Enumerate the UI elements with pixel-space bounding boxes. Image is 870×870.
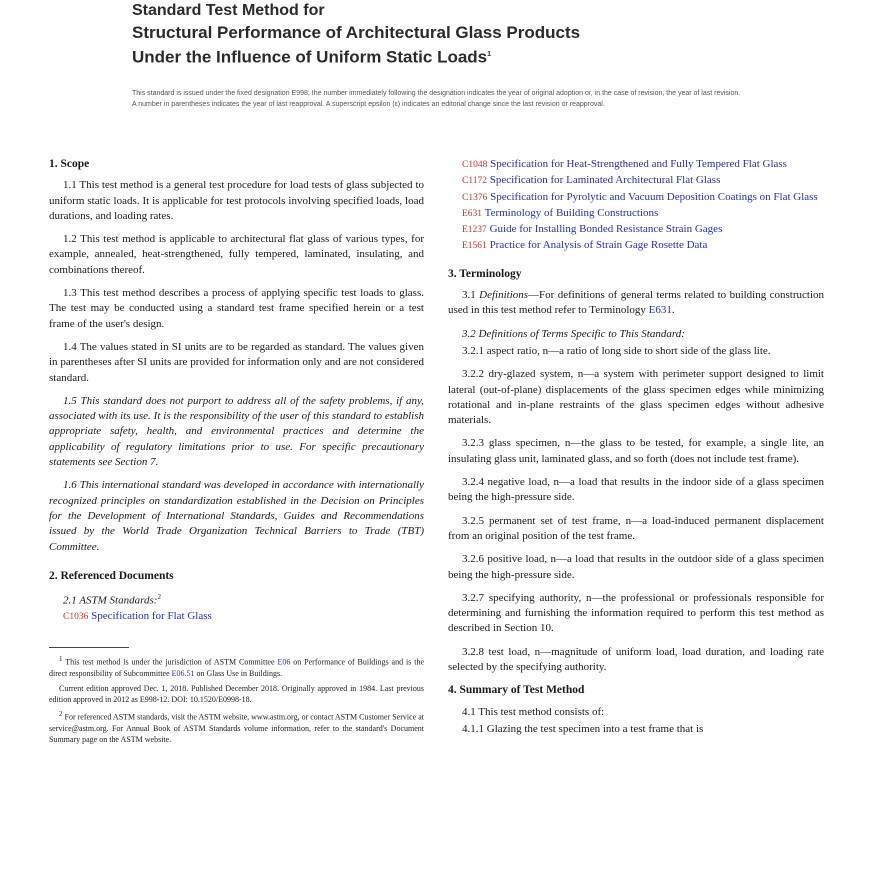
left-column [49, 157, 424, 749]
footnote-2: $^2$ For referenced ASTM standards, visit the ASTM website, www.astm.org, or contact ASTM Customer Service at service@astm.org. For Annual Book of ASTM Standards volume information, refer to the standard's Document Summary page on the ASTM website. [49, 710, 424, 744]
title-footnote-marker[interactable]: 1 [487, 51, 492, 58]
para-3-2-7: 3.2.7 specifying authority, n—the professional or professionals responsible for determining and furnishing the information required to perform this test method as described in Section 10. [448, 591, 824, 635]
para-1-4: 1.4 The values stated in SI units are to be regarded as standard. The values given in parentheses after SI units are provided for information only and are not considered standard. [49, 340, 424, 384]
footnote-divider [49, 647, 129, 648]
para-3-2-2: 3.2.2 dry-glazed system, n—a system with perimeter support designed to limit lateral (out-of-plane) displacements of the glass specimen edges while minimizing rotational and in-plane restraints of the glass specimen edges without adhesive materials. [448, 368, 824, 427]
right-column [448, 157, 824, 745]
para-1-2: 1.2 This test method is applicable to architectural flat glass of various types, for example, annealed, heat-strengthened, fully tempered, laminated, insulating, and combinations thereof. [49, 233, 424, 276]
ref-item-e631[interactable]: E631 Terminology of Building Constructions [462, 206, 659, 219]
ref-item-e1237[interactable]: E1237 Guide for Installing Bonded Resistance Strain Gages [462, 223, 723, 236]
section-heading-terminology: 3. Terminology [448, 267, 522, 280]
section-heading-scope: 1. Scope [49, 158, 90, 170]
ref-item-c1376[interactable]: C1376 Specification for Pyrolytic and Vacuum Deposition Coatings on Flat Glass [462, 190, 818, 203]
para-4-1: 4.1 This test method consists of: [462, 705, 605, 718]
ref-item-c1172[interactable]: C1172 Specification for Laminated Architectural Flat Glass [462, 174, 721, 187]
footnote-committee-link[interactable]: E06 [277, 658, 291, 668]
para-3-2-1: 3.2.1 aspect ratio, n—a ratio of long side to short side of the glass lite. [462, 344, 771, 357]
title-line-1: Standard Test Method for [132, 2, 325, 19]
section-heading-summary: 4. Summary of Test Method [448, 684, 585, 697]
astm-standards-label: 2.1 ASTM Standards:$^2$ [63, 593, 161, 607]
section-heading-referenced-documents: 2. Referenced Documents [49, 569, 174, 582]
para-1-6: 1.6 This international standard was developed in accordance with internationally recognized principles on standardization established in the Decision on Principles for the Development of International Standards, Guides and Recommendations issued by the World Trade Organization Technical Barriers to Trade (TBT) Committee. [49, 479, 424, 553]
ref-item-c1048[interactable]: C1048 Specification for Heat-Strengthened and Fully Tempered Flat Glass [462, 158, 787, 170]
designation-notice: This standard is issued under the fixed designation E998; the number immediately following the designation indicates the year of original adoption or, in the case of revision, the year of last revision. A number in parentheses indicates the year of last reapproval. A superscript epsilon (ε) indicates an editorial change since the last revision or reapproval. [132, 90, 741, 108]
ref-title[interactable]: Specification for Flat Glass [91, 610, 212, 623]
ref-item-e1561[interactable]: E1561 Practice for Analysis of Strain Gage Rosette Data [462, 239, 708, 252]
para-3-2-5: 3.2.5 permanent set of test frame, n—a load-induced permanent displacement from an original position of the test frame. [448, 514, 824, 542]
title-line-2: Structural Performance of Architectural Glass Products [132, 23, 581, 42]
footnote-2-marker[interactable]: 2 [157, 593, 161, 602]
footnote-1-edition: Current edition approved Dec. 1, 2018. Published December 2018. Originally approved in 1984. Last previous edition approved in 2012 as E998-12. DOI: 10.1520/E0998-18. [49, 684, 424, 705]
para-3-2-4: 3.2.4 negative load, n—a load that results in the indoor side of a glass specimen being the high-pressure side. [448, 476, 824, 504]
document-title [132, 0, 580, 69]
para-1-5: 1.5 This standard does not purport to address all of the safety problems, if any, associated with its use. It is the responsibility of the user of this standard to establish appropriate safety, health, and environmental practices and determine the applicability of regulatory limitations prior to use. For specific precautionary statements see Section 7. [49, 394, 424, 469]
para-4-1-1: 4.1.1 Glazing the test specimen into a test frame that is [462, 722, 704, 735]
para-1-3: 1.3 This test method describes a process of applying specific test loads to glass. The test may be conducted using a standard test frame specified herein or a test frame of the user's design. [49, 287, 424, 330]
terminology-link-e631[interactable]: E631 [648, 304, 672, 317]
para-1-1: 1.1 This test method is a general test procedure for load tests of glass subjected to uniform static loads. It is applicable for test protocols involving specified loads, load durations, and loading rates. [49, 179, 424, 222]
para-3-1: 3.1 Definitions—For definitions of general terms related to building construction used in this test method refer to Terminology E631. [448, 289, 825, 317]
footnote-subcommittee-link[interactable]: E06.51 [171, 669, 195, 679]
title-line-3: Under the Influence of Uniform Static Loads$^1$ [132, 47, 492, 67]
para-3-2-6: 3.2.6 positive load, n—a load that results in the outdoor side of a glass specimen being the high-pressure side. [448, 553, 824, 581]
para-3-2: 3.2 Definitions of Terms Specific to This Standard: [462, 327, 685, 340]
ref-item-c1036[interactable] [49, 609, 424, 625]
footnote-1: $^1$ This test method is under the jurisdiction of ASTM Committee E06 on Performance of Buildings and is the direct responsibility of Subcommittee E06.51 on Glass Use in Buildings. [49, 655, 425, 679]
para-3-2-3: 3.2.3 glass specimen, n—the glass to be tested, for example, a single lite, an insulating glass unit, laminated glass, and so forth (does not include test frame). [448, 437, 824, 465]
para-3-2-8: 3.2.8 test load, n—magnitude of uniform load, load duration, and loading rate selected by the specifying authority. [448, 645, 824, 674]
ref-code[interactable]: C1036 [63, 612, 89, 623]
